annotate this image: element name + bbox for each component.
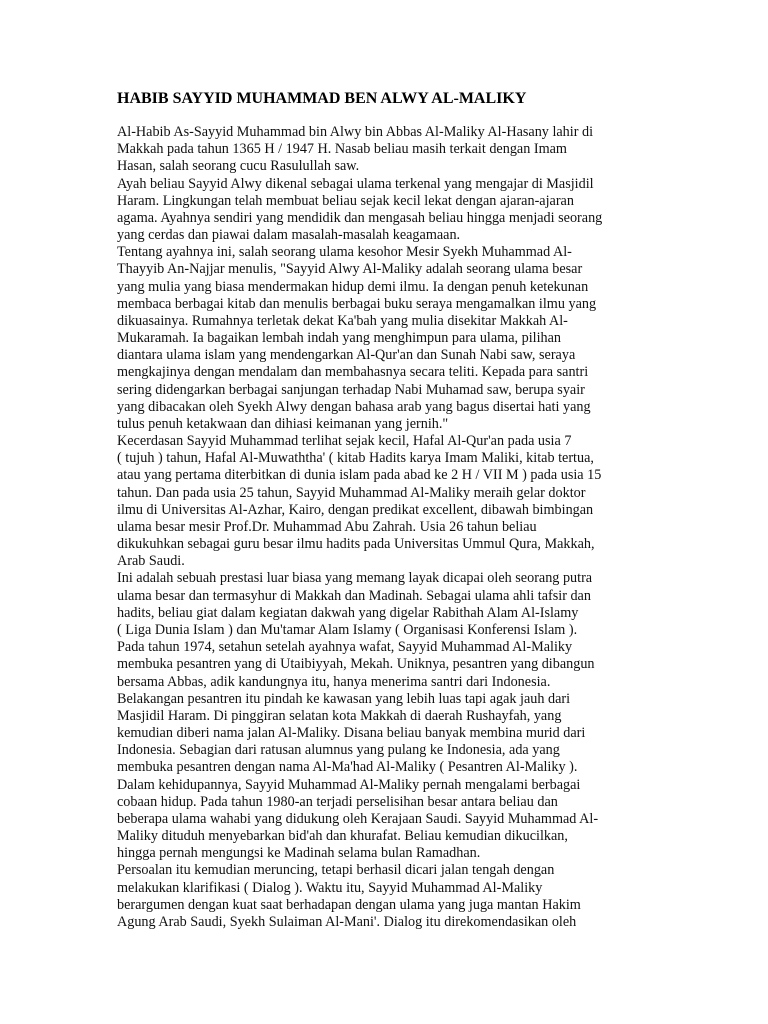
body-text-line: Ayah beliau Sayyid Alwy dikenal sebagai ulama terkenal yang mengajar di Masjidil xyxy=(117,175,594,192)
body-text-line: Tentang ayahnya ini, salah seorang ulama kesohor Mesir Syekh Muhammad Al- xyxy=(117,244,572,261)
body-text-line: Thayyib An-Najjar menulis, "Sayyid Alwy Al-Maliky adalah seorang ulama besar xyxy=(117,261,583,278)
body-text-line: yang mulia yang biasa mendermakan hidup demi ilmu. Ia dengan penuh ketekunan xyxy=(117,278,589,295)
document-body xyxy=(117,124,602,931)
body-text-line: Ini adalah sebuah prestasi luar biasa yang memang layak dicapai oleh seorang putra xyxy=(117,570,593,587)
body-text-line: atau yang pertama diterbitkan di dunia islam pada abad ke 2 H / VII M ) pada usia 15 xyxy=(117,467,602,484)
body-text-line: Mukaramah. Ia bagaikan lembah indah yang menghimpun para ulama, pilihan xyxy=(117,330,562,347)
body-text-line: Al-Habib As-Sayyid Muhammad bin Alwy bin Abbas Al-Maliky Al-Hasany lahir di xyxy=(117,124,594,140)
body-text-line: yang cerdas dan piawai dalam masalah-masalah keagamaan. xyxy=(117,227,461,244)
document-title: HABIB SAYYID MUHAMMAD BEN ALWY AL-MALIKY xyxy=(117,90,527,107)
body-text-line: Pada tahun 1974, setahun setelah ayahnya wafat, Sayyid Muhammad Al-Maliky xyxy=(117,639,573,656)
body-text-line: cobaan hidup. Pada tahun 1980-an terjadi perselisihan besar antara beliau dan xyxy=(117,793,558,810)
body-text-line: bersama Abbas, adik kandungnya itu, hanya menerima santri dari Indonesia. xyxy=(117,673,551,690)
body-text-line: Indonesia. Sebagian dari ratusan alumnus yang pulang ke Indonesia, ada yang xyxy=(117,742,560,759)
body-text-line: mengkajinya dengan mendalam dan membahasnya secara teliti. Kepada para santri xyxy=(117,364,589,381)
body-text-line: Maliky dituduh menyebarkan bid'ah dan khurafat. Beliau kemudian dikucilkan, xyxy=(117,828,568,845)
body-text-line: dikukuhkan sebagai guru besar ilmu hadits pada Universitas Ummul Qura, Makkah, xyxy=(117,536,595,553)
body-text-line: membaca berbagai kitab dan menulis berbagai buku seraya mengamalkan ilmu yang xyxy=(117,295,597,312)
body-text-line: ( tujuh ) tahun, Hafal Al-Muwaththa' ( kitab Hadits karya Imam Maliki, kitab tertua, xyxy=(117,450,594,467)
body-text-line: yang dibacakan oleh Syekh Alwy dengan bahasa arab yang bagus disertai hati yang xyxy=(117,398,591,415)
body-text-line: ilmu di Universitas Al-Azhar, Kairo, dengan predikat excellent, dibawah bimbingan xyxy=(117,501,594,518)
body-text-line: Agung Arab Saudi, Syekh Sulaiman Al-Mani'. Dialog itu direkomendasikan oleh xyxy=(117,913,577,930)
body-text-line: membuka pesantren yang di Utaibiyyah, Mekah. Uniknya, pesantren yang dibangun xyxy=(117,656,595,673)
body-text-line: ( Liga Dunia Islam ) dan Mu'tamar Alam Islamy ( Organisasi Konferensi Islam ). xyxy=(117,621,578,638)
body-text-line: melakukan klarifikasi ( Dialog ). Waktu itu, Sayyid Muhammad Al-Maliky xyxy=(117,879,543,896)
body-text-line: sering didengarkan berbagai sanjungan terhadap Nabi Muhamad saw, berupa syair xyxy=(117,381,585,398)
body-text-line: ulama besar mesir Prof.Dr. Muhammad Abu Zahrah. Usia 26 tahun beliau xyxy=(117,518,537,535)
body-text-line: tahun. Dan pada usia 25 tahun, Sayyid Muhammad Al-Maliky meraih gelar doktor xyxy=(117,484,586,501)
body-text-line: beberapa ulama wahabi yang didukung oleh Kerajaan Saudi. Sayyid Muhammad Al- xyxy=(117,810,599,827)
body-text-line: dikuasainya. Rumahnya terletak dekat Ka'bah yang mulia disekitar Makkah Al- xyxy=(117,312,568,329)
body-text-line: Arab Saudi. xyxy=(117,553,185,570)
body-text-line: hadits, beliau giat dalam kegiatan dakwah yang digelar Rabithah Alam Al-Islamy xyxy=(117,604,579,621)
body-text-line: kemudian diberi nama jalan Al-Maliky. Disana beliau banyak membina murid dari xyxy=(117,725,586,742)
body-text-line: membuka pesantren dengan nama Al-Ma'had Al-Maliky ( Pesantren Al-Maliky ). xyxy=(117,759,578,776)
body-text-line: Hasan, salah seorang cucu Rasulullah saw. xyxy=(117,158,360,175)
body-text-line: Masjidil Haram. Di pinggiran selatan kota Makkah di daerah Rushayfah, yang xyxy=(117,707,562,724)
body-text-line: berargumen dengan kuat saat berhadapan dengan ulama yang juga mantan Hakim xyxy=(117,896,581,913)
body-text-line: Persoalan itu kemudian meruncing, tetapi berhasil dicari jalan tengah dengan xyxy=(117,862,555,879)
body-text-line: Belakangan pesantren itu pindah ke kawasan yang lebih luas tapi agak jauh dari xyxy=(117,690,571,707)
body-text-line: Kecerdasan Sayyid Muhammad terlihat sejak kecil, Hafal Al-Qur'an pada usia 7 xyxy=(117,433,572,450)
body-text-line: Dalam kehidupannya, Sayyid Muhammad Al-Maliky pernah mengalami berbagai xyxy=(117,776,581,793)
body-text-line: Makkah pada tahun 1365 H / 1947 H. Nasab beliau masih terkait dengan Imam xyxy=(117,141,567,158)
body-text-line: diantara ulama islam yang mendengarkan Al-Qur'an dan Sunah Nabi saw, seraya xyxy=(117,347,576,364)
body-text-line: Haram. Lingkungan telah membuat beliau sejak kecil lekat dengan ajaran-ajaran xyxy=(117,192,574,209)
body-text-line: agama. Ayahnya sendiri yang mendidik dan mengasah beliau hingga menjadi seorang xyxy=(117,209,603,226)
body-text-line: ulama besar dan termasyhur di Makkah dan Madinah. Sebagai ulama ahli tafsir dan xyxy=(117,587,591,604)
body-text-line: hingga pernah mengungsi ke Madinah selama bulan Ramadhan. xyxy=(117,845,481,862)
body-text-line: tulus penuh ketakwaan dan dihiasi keimanan yang jernih." xyxy=(117,415,449,432)
